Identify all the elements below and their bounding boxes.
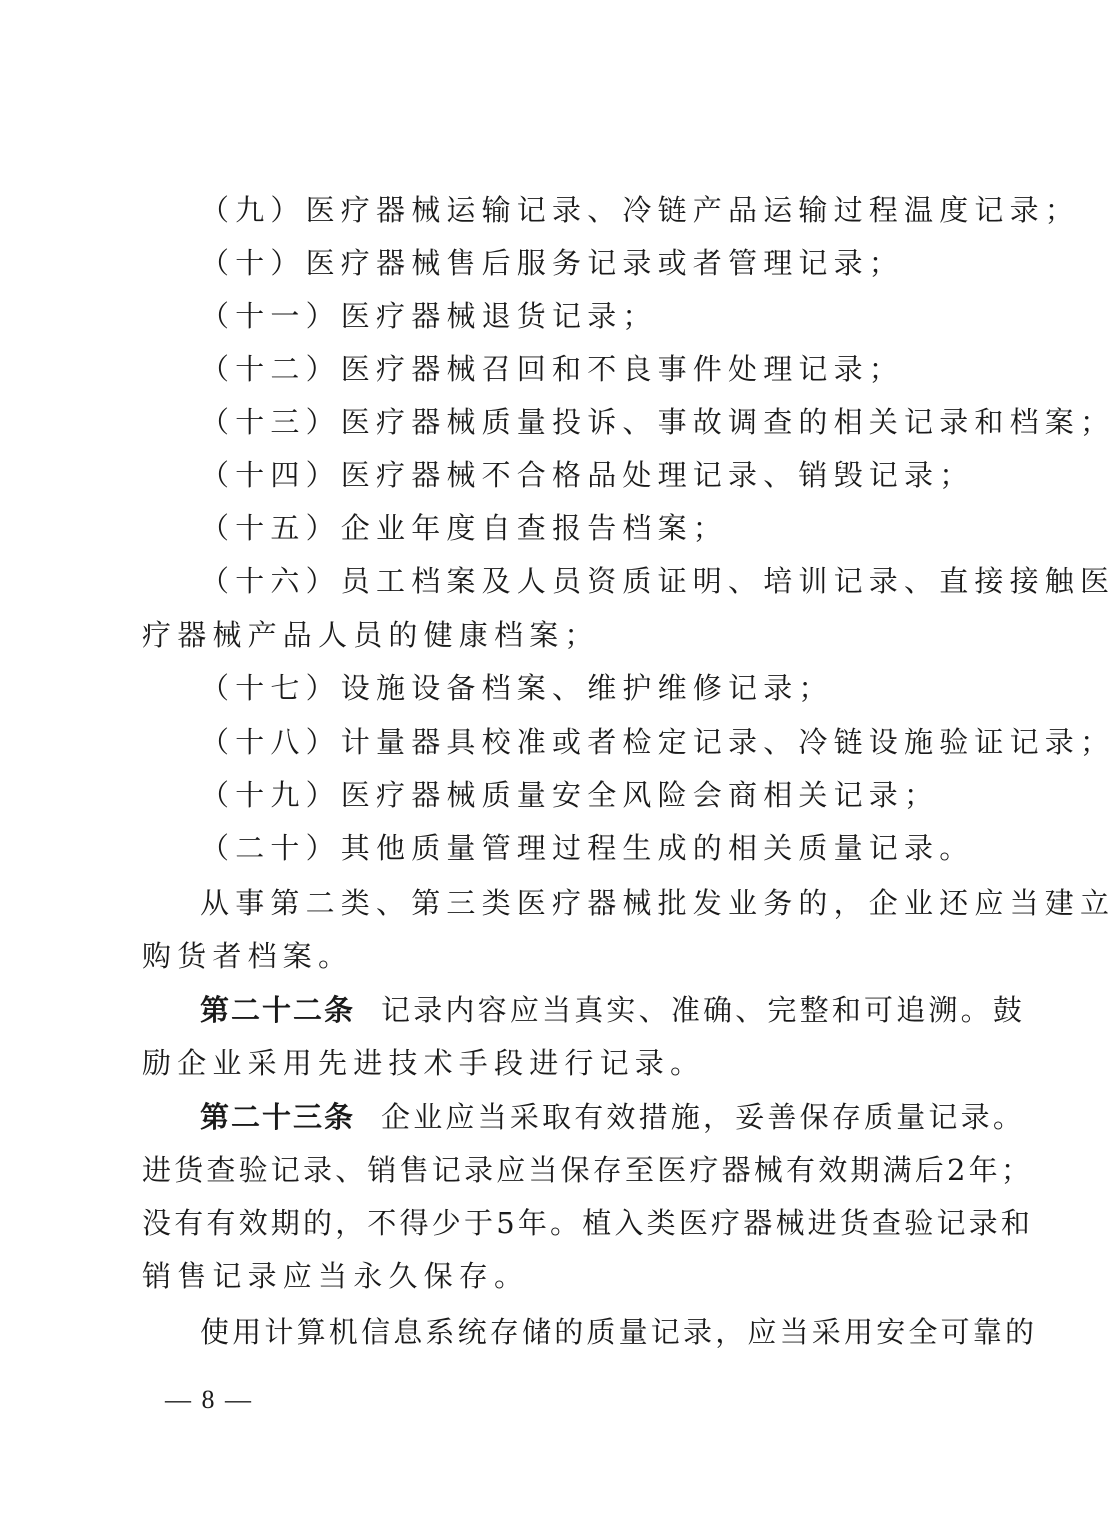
list-item: （十）医疗器械售后服务记录或者管理记录； <box>200 246 905 280</box>
article-heading: 第二十三条 <box>200 1100 356 1134</box>
paragraph-line: 购货者档案。 <box>142 939 354 973</box>
article-22-line <box>200 984 1026 1037</box>
list-item: （十一）医疗器械退货记录； <box>200 299 658 333</box>
paragraph-line: 励企业采用先进技术手段进行记录。 <box>142 1046 706 1080</box>
article-23-line <box>200 1091 1026 1144</box>
list-item: （十八）计量器具校准或者检定记录、冷链设施验证记录； <box>200 725 1115 759</box>
paragraph-line: 进货查验记录、销售记录应当保存至医疗器械有效期满后2年； <box>142 1153 1034 1187</box>
paragraph-line: 销售记录应当永久保存。 <box>142 1259 530 1293</box>
list-item: （十四）医疗器械不合格品处理记录、销毁记录； <box>200 458 975 492</box>
list-item: （十七）设施设备档案、维护维修记录； <box>200 671 834 705</box>
list-item: （十六）员工档案及人员资质证明、培训记录、直接接触医 <box>200 564 1115 598</box>
paragraph-line: 从事第二类、第三类医疗器械批发业务的，企业还应当建立 <box>200 886 1115 920</box>
page-number: — 8 — <box>165 1385 253 1414</box>
article-heading: 第二十二条 <box>200 993 356 1027</box>
list-item-continuation: 疗器械产品人员的健康档案； <box>142 618 600 652</box>
list-item: （九）医疗器械运输记录、冷链产品运输过程温度记录； <box>200 193 1081 227</box>
paragraph-line: 使用计算机信息系统存储的质量记录，应当采用安全可靠的 <box>200 1315 1038 1349</box>
paragraph-line: 没有有效期的，不得少于5年。植入类医疗器械进货查验记录和 <box>142 1206 1034 1240</box>
list-item: （十三）医疗器械质量投诉、事故调查的相关记录和档案； <box>200 405 1115 439</box>
list-item: （十二）医疗器械召回和不良事件处理记录； <box>200 352 905 386</box>
list-item: （二十）其他质量管理过程生成的相关质量记录。 <box>200 831 975 865</box>
list-item: （十五）企业年度自查报告档案； <box>200 511 729 545</box>
list-item: （十九）医疗器械质量安全风险会商相关记录； <box>200 778 940 812</box>
article-text: 企业应当采取有效措施，妥善保存质量记录。 <box>381 1100 1026 1134</box>
article-text: 记录内容应当真实、准确、完整和可追溯。鼓 <box>381 993 1026 1027</box>
